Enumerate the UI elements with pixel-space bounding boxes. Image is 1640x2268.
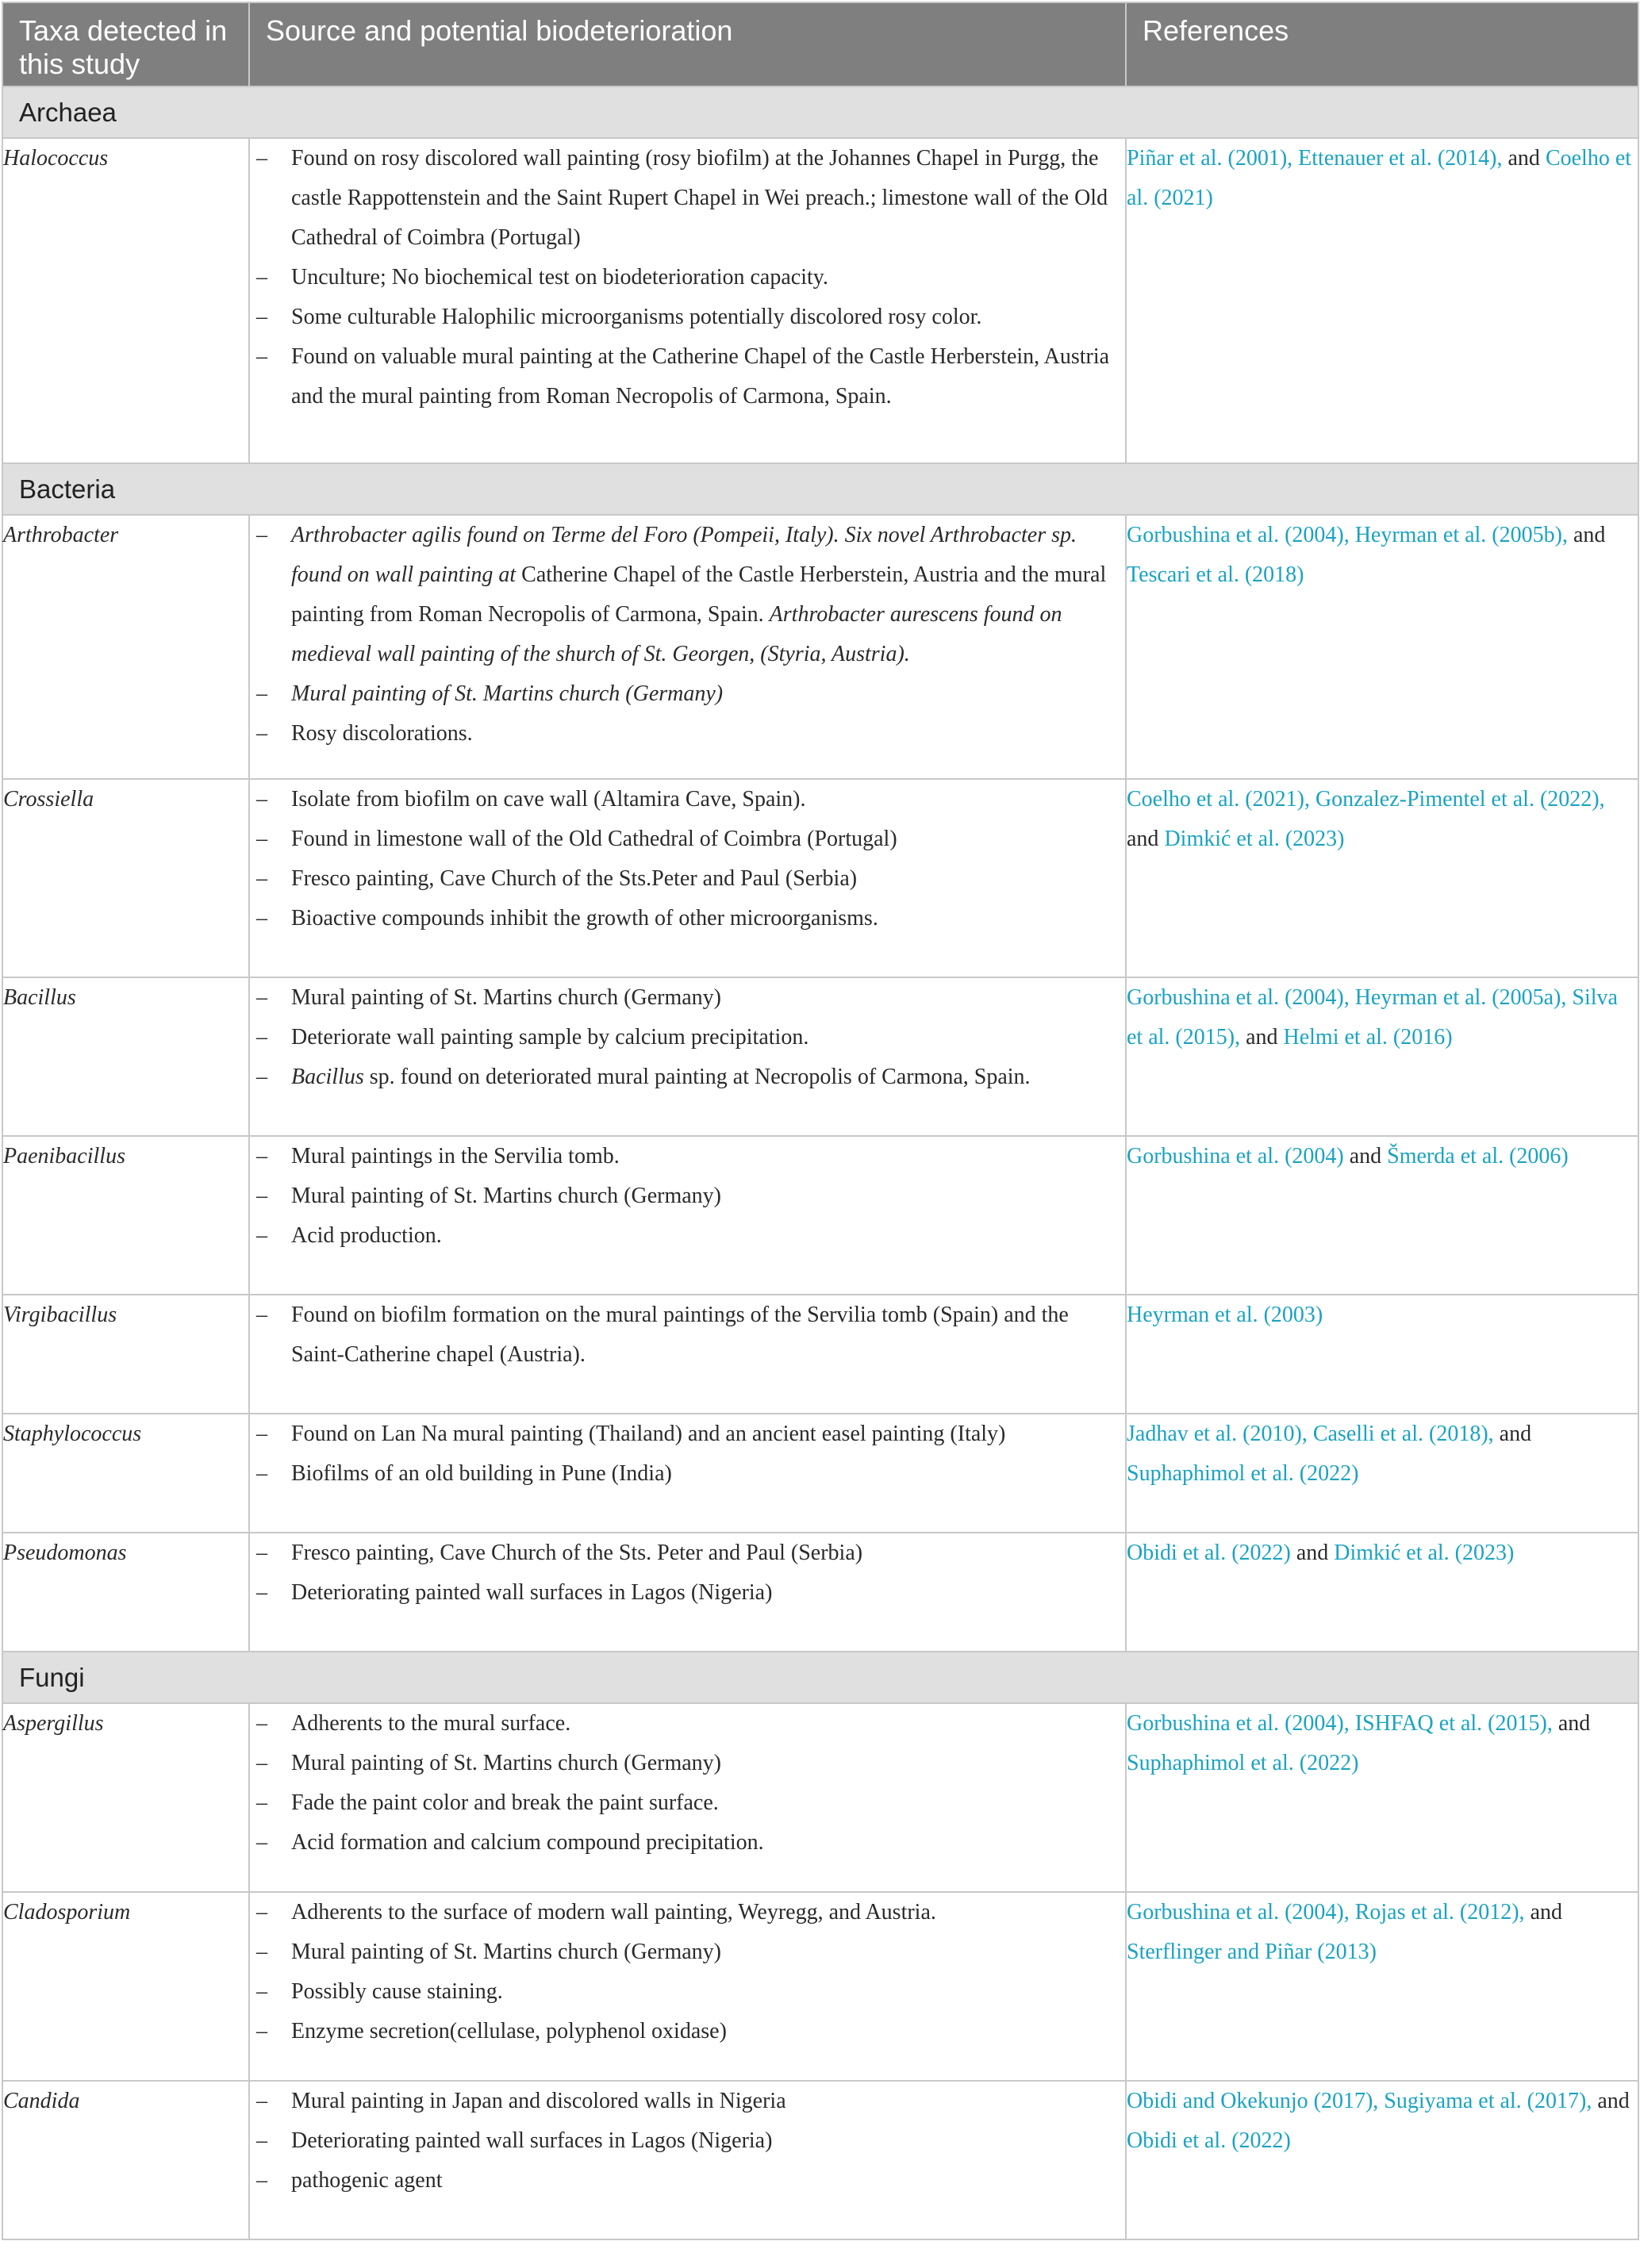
source-text: Mural painting of St. Martins church (Germany)	[291, 1751, 721, 1775]
reference-text: and	[1343, 1144, 1388, 1169]
source-text: Mural paintings in the Servilia tomb.	[291, 1144, 620, 1169]
source-cell	[249, 1136, 1126, 1295]
reference-link[interactable]: Dimkić et al. (2023)	[1334, 1541, 1515, 1565]
table-row	[2, 1892, 1638, 2081]
reference-link[interactable]: Suphaphimol et al. (2022)	[1127, 1461, 1359, 1486]
reference-text: and	[1127, 827, 1165, 851]
source-text: Rosy discolorations.	[291, 721, 473, 746]
table-row	[2, 779, 1638, 977]
source-cell	[249, 1414, 1126, 1533]
reference-link[interactable]: Heyrman et al. (2003)	[1127, 1303, 1323, 1327]
reference-link[interactable]: Obidi et al. (2022)	[1127, 2128, 1291, 2153]
source-text: Deteriorating painted wall surfaces in Lagos (Nigeria)	[291, 2128, 773, 2153]
source-list-item	[250, 258, 1125, 297]
source-list	[250, 1893, 1125, 2051]
source-list-item	[250, 1783, 1125, 1823]
source-list-item	[250, 1893, 1125, 1932]
table-row	[2, 1136, 1638, 1295]
reference-link[interactable]: Gorbushina et al. (2004), Heyrman et al. (2005a), Silva et al. (2015),	[1127, 985, 1618, 1050]
source-text: Deteriorating painted wall surfaces in Lagos (Nigeria)	[291, 1580, 773, 1605]
source-text: Adherents to the surface of modern wall painting, Weyregg, and Austria.	[291, 1900, 936, 1925]
table-row	[2, 1703, 1638, 1892]
table-row	[2, 1533, 1638, 1652]
taxa-cell: Candida	[2, 2081, 249, 2239]
source-list	[250, 1137, 1125, 1256]
source-text: Fade the paint color and break the paint surface.	[291, 1790, 719, 1815]
table-row	[2, 515, 1638, 779]
reference-link[interactable]: Obidi et al. (2022)	[1127, 1541, 1291, 1565]
source-cell	[249, 515, 1126, 779]
reference-text: and	[1524, 1900, 1562, 1925]
source-cell	[249, 1295, 1126, 1414]
source-cell	[249, 1892, 1126, 2081]
references-cell	[1126, 1295, 1638, 1414]
table-header-row	[2, 2, 1638, 86]
references-cell	[1126, 1892, 1638, 2081]
taxa-cell: Virgibacillus	[2, 1295, 249, 1414]
source-text: Enzyme secretion(cellulase, polyphenol oxidase)	[291, 2019, 727, 2044]
source-cell	[249, 1533, 1126, 1652]
source-text: Found on valuable mural painting at the Catherine Chapel of the Castle Herberstein, Austria and the mural painting from Roman Necropolis of Carmona, Spain.	[291, 344, 1110, 409]
section-row-fungi	[2, 1652, 1638, 1703]
reference-link[interactable]: Gorbushina et al. (2004), Rojas et al. (2012),	[1127, 1900, 1525, 1925]
references-cell	[1126, 779, 1638, 977]
header-references: References	[1126, 2, 1638, 86]
source-list	[250, 1533, 1125, 1613]
reference-link[interactable]: Sterflinger and Piñar (2013)	[1127, 1940, 1377, 1964]
source-list-item	[250, 2012, 1125, 2051]
source-list-item	[250, 1704, 1125, 1744]
source-list-item	[250, 337, 1125, 416]
references-cell	[1126, 1703, 1638, 1892]
table-row	[2, 1295, 1638, 1414]
source-list-item	[250, 1137, 1125, 1176]
source-list-item	[250, 780, 1125, 819]
source-text: Acid formation and calcium compound precipitation.	[291, 1830, 764, 1855]
source-list-item	[250, 1823, 1125, 1863]
source-cell	[249, 1703, 1126, 1892]
reference-text: and	[1592, 2089, 1630, 2113]
source-list-item	[250, 859, 1125, 899]
reference-link[interactable]: Šmerda et al. (2006)	[1387, 1144, 1569, 1169]
table-row	[2, 2081, 1638, 2239]
reference-link[interactable]: Obidi and Okekunjo (2017), Sugiyama et al. (2017),	[1127, 2089, 1592, 2113]
section-title: Bacteria	[2, 463, 1638, 515]
reference-text: and	[1240, 1025, 1284, 1050]
reference-link[interactable]: Helmi et al. (2016)	[1283, 1025, 1453, 1050]
source-list-item	[250, 2082, 1125, 2121]
source-text: sp. found on deteriorated mural painting at Necropolis of Carmona, Spain.	[363, 1065, 1031, 1089]
taxa-cell: Halococcus	[2, 138, 249, 463]
table-row	[2, 1414, 1638, 1533]
taxa-table	[2, 2, 1639, 2240]
source-text: pathogenic agent	[291, 2168, 443, 2193]
taxa-cell: Arthrobacter	[2, 515, 249, 779]
source-text: Mural painting of St. Martins church (Germany)	[291, 1184, 721, 1208]
source-text: Found on rosy discolored wall painting (rosy biofilm) at the Johannes Chapel in Purgg, the castle Rappottenstein and the Saint Rupert Chapel in Wei preach.; limestone wall of the Old Cathedral of Coimbra (Portugal)	[291, 146, 1108, 250]
references-cell	[1126, 1533, 1638, 1652]
table-row	[2, 138, 1638, 463]
source-list-item	[250, 1533, 1125, 1573]
source-text: Arthrobacter aurescens found on medieval wall painting of the shurch of St. Georgen, (Styria, Austria).	[291, 602, 1062, 666]
source-text: Deteriorate wall painting sample by calcium precipitation.	[291, 1025, 809, 1050]
source-cell	[249, 977, 1126, 1136]
source-list-item	[250, 139, 1125, 258]
source-text: Arthrobacter agilis found on Terme del Foro (Pompeii, Italy). Six novel Arthrobacter sp. found on wall painting at	[291, 523, 1077, 587]
source-cell	[249, 138, 1126, 463]
references-cell	[1126, 977, 1638, 1136]
source-text: Found on biofilm formation on the mural paintings of the Servilia tomb (Spain) and the Saint-Catherine chapel (Austria).	[291, 1303, 1069, 1367]
reference-link[interactable]: Coelho et al. (2021), Gonzalez-Pimentel et al. (2022),	[1127, 787, 1605, 812]
reference-link[interactable]: Dimkić et al. (2023)	[1164, 827, 1345, 851]
source-list	[250, 1414, 1125, 1494]
source-list-item	[250, 1744, 1125, 1783]
reference-link[interactable]: Coelho et al. (2021)	[1127, 146, 1632, 210]
section-title: Fungi	[2, 1652, 1638, 1703]
table-body	[2, 86, 1638, 2239]
reference-link[interactable]: Jadhav et al. (2010), Caselli et al. (2018),	[1127, 1422, 1494, 1446]
source-list-item	[250, 714, 1125, 754]
source-text: Found on Lan Na mural painting (Thailand) and an ancient easel painting (Italy)	[291, 1422, 1006, 1446]
references-cell	[1126, 1136, 1638, 1295]
taxa-cell: Bacillus	[2, 977, 249, 1136]
references-cell	[1126, 138, 1638, 463]
taxa-cell: Cladosporium	[2, 1892, 249, 2081]
source-list-item	[250, 1454, 1125, 1494]
reference-text: and	[1567, 523, 1606, 547]
source-list	[250, 1295, 1125, 1375]
source-text: Possibly cause staining.	[291, 1979, 503, 2004]
reference-text: and	[1552, 1711, 1591, 1736]
source-list-item	[250, 1295, 1125, 1375]
source-text: Biofilms of an old building in Pune (India)	[291, 1461, 672, 1486]
reference-link[interactable]: Gorbushina et al. (2004), Heyrman et al. (2005b),	[1127, 523, 1568, 547]
taxa-cell: Pseudomonas	[2, 1533, 249, 1652]
source-text: Unculture; No biochemical test on biodeterioration capacity.	[291, 265, 828, 290]
source-list	[250, 516, 1125, 754]
reference-link[interactable]: Piñar et al. (2001), Ettenauer et al. (2014),	[1127, 146, 1503, 171]
source-text: Catherine Chapel of the Castle Herberstein, Austria and the mural painting from Roman Necropolis of Carmona, Spain.	[291, 562, 1107, 627]
reference-link[interactable]: Suphaphimol et al. (2022)	[1127, 1751, 1359, 1775]
reference-link[interactable]: Gorbushina et al. (2004)	[1127, 1144, 1344, 1169]
section-title: Archaea	[2, 86, 1638, 138]
source-list-item	[250, 297, 1125, 337]
source-list-item	[250, 819, 1125, 859]
source-text: Found in limestone wall of the Old Cathedral of Coimbra (Portugal)	[291, 827, 897, 851]
source-list	[250, 2082, 1125, 2201]
source-list	[250, 1704, 1125, 1863]
reference-link[interactable]: Tescari et al. (2018)	[1127, 562, 1304, 587]
source-text: Bioactive compounds inhibit the growth of other microorganisms.	[291, 906, 878, 931]
source-text: Bacillus	[291, 1065, 364, 1089]
source-list-item	[250, 2121, 1125, 2161]
source-text: Acid production.	[291, 1223, 442, 1248]
taxa-cell: Staphylococcus	[2, 1414, 249, 1533]
source-list-item	[250, 1972, 1125, 2012]
taxa-cell: Crossiella	[2, 779, 249, 977]
source-text: Mural painting of St. Martins church (Germany)	[291, 681, 724, 706]
references-cell	[1126, 2081, 1638, 2239]
reference-text: and	[1290, 1541, 1335, 1565]
source-list	[250, 139, 1125, 416]
source-list-item	[250, 1176, 1125, 1216]
source-text: Mural painting in Japan and discolored walls in Nigeria	[291, 2089, 786, 2113]
source-text: Fresco painting, Cave Church of the Sts. Peter and Paul (Serbia)	[291, 1541, 863, 1565]
source-text: Mural painting of St. Martins church (Germany)	[291, 1940, 721, 1964]
source-list-item	[250, 516, 1125, 674]
source-text: Mural painting of St. Martins church (Germany)	[291, 985, 721, 1010]
source-text: Isolate from biofilm on cave wall (Altamira Cave, Spain).	[291, 787, 806, 812]
reference-link[interactable]: Gorbushina et al. (2004), ISHFAQ et al. (2015),	[1127, 1711, 1553, 1736]
source-list-item	[250, 899, 1125, 938]
source-text: Some culturable Halophilic microorganisms potentially discolored rosy color.	[291, 305, 982, 329]
source-text: Adherents to the mural surface.	[291, 1711, 571, 1736]
section-row-bacteria	[2, 463, 1638, 515]
source-list-item	[250, 978, 1125, 1018]
source-list	[250, 978, 1125, 1097]
reference-text: and	[1493, 1422, 1532, 1446]
reference-text: and	[1502, 146, 1546, 171]
source-list-item	[250, 1018, 1125, 1057]
source-list-item	[250, 674, 1125, 714]
source-cell	[249, 2081, 1126, 2239]
source-list-item	[250, 1216, 1125, 1256]
header-taxa: Taxa detected in this study	[2, 2, 249, 86]
source-list-item	[250, 1932, 1125, 1972]
references-cell	[1126, 515, 1638, 779]
source-list-item	[250, 1057, 1125, 1097]
source-list	[250, 780, 1125, 938]
taxa-cell: Paenibacillus	[2, 1136, 249, 1295]
source-text: Fresco painting, Cave Church of the Sts.Peter and Paul (Serbia)	[291, 866, 858, 891]
taxa-cell: Aspergillus	[2, 1703, 249, 1892]
source-list-item	[250, 1414, 1125, 1454]
header-source: Source and potential biodeterioration	[249, 2, 1126, 86]
source-cell	[249, 779, 1126, 977]
section-row-archaea	[2, 86, 1638, 138]
source-list-item	[250, 2161, 1125, 2201]
references-cell	[1126, 1414, 1638, 1533]
source-list-item	[250, 1573, 1125, 1613]
table-row	[2, 977, 1638, 1136]
